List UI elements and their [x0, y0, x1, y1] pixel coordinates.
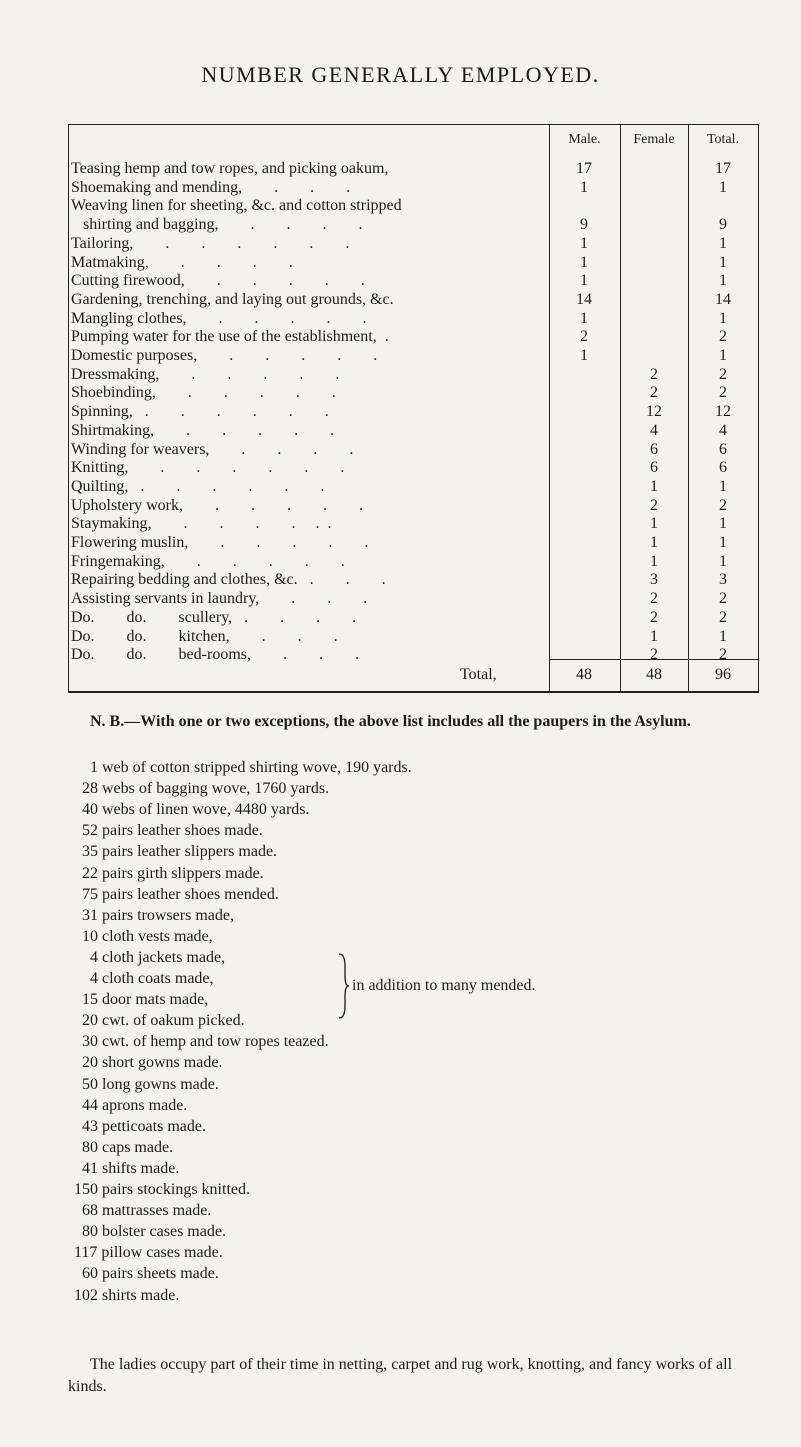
row-total-count: 2	[719, 590, 727, 608]
row-female-count: 4	[650, 421, 658, 439]
row-label: Do. do. bed-rooms, . . .	[71, 646, 359, 664]
row-male-count: 9	[580, 216, 588, 234]
table-row	[68, 254, 759, 272]
row-total-count: 1	[719, 627, 727, 645]
row-female-count: 2	[650, 365, 658, 383]
product-line: 117 pillow cases made.	[74, 1244, 223, 1262]
row-female-count: 1	[650, 534, 658, 551]
product-line: 28 webs of bagging wove, 1760 yards.	[82, 780, 330, 798]
table-row	[68, 422, 759, 440]
row-total-count: 9	[719, 216, 727, 234]
header-total: Total.	[706, 132, 740, 147]
row-total-count: 6	[719, 459, 727, 477]
row-total-count: 14	[715, 290, 731, 308]
product-line: 35 pairs leather slippers made.	[82, 843, 278, 861]
row-label: Staymaking, . . . . . .	[71, 515, 332, 533]
row-female-count: 1	[650, 515, 658, 533]
table-row	[68, 478, 759, 496]
product-line: 43 petticoats made.	[82, 1117, 206, 1135]
table-row	[68, 534, 759, 552]
table-top-rule	[68, 124, 759, 125]
row-label: Domestic purposes, . . . . .	[71, 347, 378, 364]
row-label: Pumping water for the use of the establishment, .	[71, 328, 389, 346]
row-male-count: 1	[580, 178, 588, 196]
row-label: Assisting servants in laundry, . . .	[71, 590, 368, 608]
row-total-count: 1	[719, 534, 727, 551]
row-label: Quilting, . . . . . .	[71, 477, 325, 495]
row-total-count: 2	[719, 646, 727, 664]
row-female-count: 2	[650, 646, 658, 664]
row-label: Repairing bedding and clothes, &c. . . .	[71, 571, 386, 589]
row-label: Winding for weavers, . . . .	[71, 440, 354, 458]
product-line: 30 cwt. of hemp and tow ropes teazed.	[82, 1033, 329, 1051]
row-female-count: 2	[650, 590, 658, 608]
row-female-count: 3	[650, 571, 658, 589]
row-total-count: 1	[719, 178, 727, 196]
row-male-count: 1	[580, 309, 588, 327]
right-brace	[338, 953, 350, 1019]
row-label: Tailoring, . . . . . .	[71, 234, 350, 252]
row-total-count: 1	[719, 552, 727, 570]
row-male-count: 17	[576, 160, 592, 177]
row-male-count: 1	[580, 234, 588, 252]
table-row	[68, 553, 759, 571]
row-label: Matmaking, . . . .	[71, 253, 293, 271]
product-line: 150 pairs stockings knitted.	[74, 1181, 250, 1198]
row-label: shirting and bagging, . . . .	[71, 216, 363, 234]
product-line: 22 pairs girth slippers made.	[82, 864, 264, 882]
row-total-count: 2	[719, 365, 727, 383]
product-line: 15 door mats made,	[82, 991, 209, 1009]
product-line: 68 mattrasses made.	[82, 1202, 212, 1220]
table-row	[68, 646, 759, 664]
product-line: 1 web of cotton stripped shirting wove, 190 yards.	[90, 759, 412, 776]
table-row	[68, 216, 759, 234]
row-label: Shoebinding, . . . . .	[71, 384, 336, 402]
table-row	[68, 497, 759, 515]
closing-text: The ladies occupy part of their time in netting, carpet and rug work, knotting, and fancy works of all kinds.	[68, 1356, 733, 1395]
table-row	[68, 384, 759, 402]
row-female-count: 1	[650, 627, 658, 645]
product-line: 80 bolster cases made.	[82, 1223, 226, 1241]
total-male: 48	[576, 666, 592, 683]
product-line: 80 caps made.	[82, 1138, 174, 1156]
row-label: Do. do. scullery, . . . .	[71, 608, 357, 626]
row-total-count: 3	[719, 571, 727, 589]
product-line: 4 cloth coats made,	[90, 970, 214, 987]
note-paragraph	[68, 711, 758, 733]
row-label: Weaving linen for sheeting, &c. and cotton stripped	[71, 197, 402, 215]
row-total-count: 1	[719, 515, 727, 533]
table-row	[68, 179, 759, 197]
table-row	[68, 272, 759, 290]
table-row	[68, 403, 759, 421]
row-male-count: 2	[580, 328, 588, 346]
product-line: 41 shifts made.	[82, 1159, 180, 1177]
total-label: Total,	[460, 666, 497, 683]
note-text: —With one or two exceptions, the above list includes all the paupers in the Asylum.	[124, 713, 691, 730]
row-male-count: 1	[580, 253, 588, 271]
row-total-count: 6	[719, 440, 727, 458]
row-label: Knitting, . . . . . .	[71, 459, 345, 477]
note-heading: N. B.	[90, 713, 125, 730]
row-male-count: 1	[580, 272, 588, 290]
product-line: 20 short gowns made.	[82, 1054, 223, 1072]
table-row	[68, 515, 759, 533]
row-female-count: 2	[650, 496, 658, 514]
row-total-count: 1	[719, 234, 727, 252]
page-title: NUMBER GENERALLY EMPLOYED.	[201, 62, 600, 87]
row-female-count: 2	[650, 608, 658, 626]
total-total: 96	[715, 666, 731, 683]
row-total-count: 1	[719, 347, 727, 364]
row-label: Upholstery work, . . . . .	[71, 496, 363, 514]
row-label: Teasing hemp and tow ropes, and picking oakum,	[71, 160, 389, 177]
product-line: 20 cwt. of oakum picked.	[82, 1012, 245, 1030]
table-row	[68, 590, 759, 608]
product-line: 50 long gowns made.	[82, 1075, 219, 1093]
row-total-count: 1	[719, 309, 727, 327]
table-row	[68, 571, 759, 589]
total-female: 48	[646, 666, 662, 683]
product-line: 102 shirts made.	[74, 1286, 180, 1304]
row-total-count: 17	[715, 160, 731, 177]
row-male-count: 1	[580, 347, 588, 364]
row-label: Cutting firewood, . . . . .	[71, 272, 365, 290]
product-line: 10 cloth vests made,	[82, 927, 213, 945]
row-female-count: 2	[650, 384, 658, 402]
row-total-count: 2	[719, 496, 727, 514]
row-label: Shirtmaking, . . . . .	[71, 421, 335, 439]
table-row	[68, 347, 759, 365]
table-row	[68, 609, 759, 627]
row-total-count: 1	[719, 253, 727, 271]
row-total-count: 1	[719, 272, 727, 290]
product-line: 40 webs of linen wove, 4480 yards.	[82, 801, 310, 819]
table-row	[68, 366, 759, 384]
row-total-count: 2	[719, 328, 727, 346]
row-female-count: 12	[646, 403, 662, 421]
table-row	[68, 459, 759, 477]
row-label: Gardening, trenching, and laying out grounds, &c.	[71, 290, 394, 308]
product-line: 75 pairs leather shoes mended.	[82, 885, 279, 903]
row-total-count: 4	[719, 421, 727, 439]
product-line: 44 aprons made.	[82, 1096, 188, 1114]
header-female: Female	[633, 132, 675, 147]
row-female-count: 1	[650, 552, 658, 570]
row-label: Spinning, . . . . . .	[71, 403, 329, 421]
row-label: Shoemaking and mending, . . .	[71, 178, 351, 196]
table-row	[68, 197, 759, 215]
table-row	[68, 310, 759, 328]
row-label: Do. do. kitchen, . . .	[71, 627, 338, 645]
product-line: 4 cloth jackets made,	[90, 948, 226, 966]
table-row	[68, 291, 759, 309]
header-male: Male.	[568, 132, 601, 147]
table-row	[68, 628, 759, 646]
employment-table	[68, 124, 759, 692]
row-label: Fringemaking, . . . . .	[71, 552, 345, 570]
product-line: 60 pairs sheets made.	[82, 1265, 219, 1283]
table-row	[68, 160, 759, 178]
row-label: Dressmaking, . . . . .	[71, 365, 340, 383]
total-row	[68, 666, 759, 684]
table-row	[68, 441, 759, 459]
row-male-count: 14	[576, 290, 592, 308]
table-bottom-rule	[68, 691, 759, 693]
row-female-count: 6	[650, 459, 658, 477]
closing-paragraph	[68, 1354, 768, 1398]
row-total-count: 2	[719, 384, 727, 402]
row-female-count: 1	[650, 477, 658, 495]
row-total-count: 2	[719, 608, 727, 626]
row-total-count: 1	[719, 477, 727, 495]
row-total-count: 12	[715, 403, 731, 421]
table-row	[68, 235, 759, 253]
brace-note: in addition to many mended.	[352, 977, 536, 994]
product-line: 52 pairs leather shoes made.	[82, 822, 263, 840]
table-row	[68, 328, 759, 346]
product-line: 31 pairs trowsers made,	[82, 906, 234, 924]
row-label: Mangling clothes, . . . . .	[71, 309, 367, 327]
row-label: Flowering muslin, . . . . .	[71, 534, 369, 551]
row-female-count: 6	[650, 440, 658, 458]
